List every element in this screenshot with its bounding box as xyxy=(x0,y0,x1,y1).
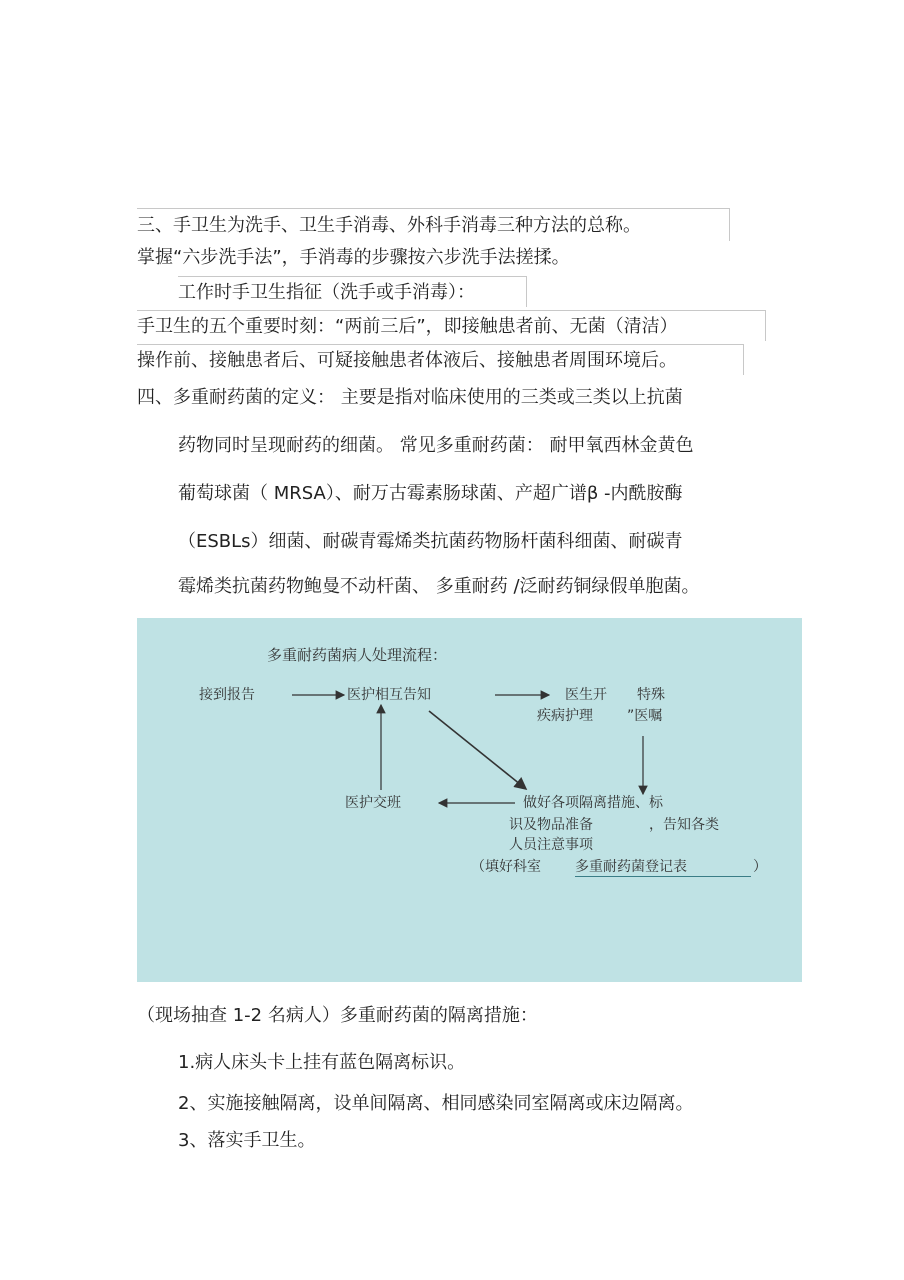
flowchart-title: 多重耐药菌病人处理流程： xyxy=(267,646,448,664)
node-special-line2: ”医嘱 xyxy=(627,708,663,724)
node-handover: 医护交班 xyxy=(345,795,401,811)
node-doctor-line1: 医生开 xyxy=(565,687,607,703)
node-doctor-line2: 疾病护理 xyxy=(537,708,593,724)
registration-form-link[interactable]: 多重耐药菌登记表 xyxy=(575,858,751,877)
node-receive-report: 接到报告 xyxy=(199,687,255,703)
flowchart-arrows xyxy=(137,618,802,982)
node-special-line1: 特殊 xyxy=(637,687,665,703)
node-isolation-line1: 做好各项隔离措施、标 xyxy=(523,795,663,811)
node-mutual-notify: 医护相互告知 xyxy=(347,687,431,703)
section3-line2: 掌握“六步洗手法”，手消毒的步骤按六步洗手法搓揉。 xyxy=(137,247,570,268)
section4-line5: 霉烯类抗菌药物鲍曼不动杆菌、 多重耐药 /泛耐药铜绿假单胞菌。 xyxy=(178,576,700,597)
section4-line3: 葡萄球菌（ MRSA）、耐万古霉素肠球菌、产超广谱β -内酰胺酶 xyxy=(178,483,683,504)
arrow-notify-to-isolation xyxy=(429,711,526,789)
section3-line5: 操作前、接触患者后、可疑接触患者体液后、接触患者周围环境后。 xyxy=(137,344,744,375)
section4-line2: 药物同时呈现耐药的细菌。 常见多重耐药菌： 耐甲氧西林金黄色 xyxy=(178,435,694,456)
measure-item-3: 3、落实手卫生。 xyxy=(178,1130,316,1151)
mdro-flowchart xyxy=(137,618,802,982)
node-isolation-line3: 人员注意事项 xyxy=(509,837,593,853)
node-fill-suffix: ） xyxy=(753,859,767,875)
measures-heading: （现场抽查 1-2 名病人）多重耐药菌的隔离措施： xyxy=(137,1005,538,1026)
section4-line1: 四、多重耐药菌的定义： 主要是指对临床使用的三类或三类以上抗菌 xyxy=(137,387,683,408)
node-isolation-line2: 识及物品准备 xyxy=(509,817,593,833)
section3-line3: 工作时手卫生指征（洗手或手消毒）： xyxy=(178,276,527,307)
section3-line1: 三、手卫生为洗手、卫生手消毒、外科手消毒三种方法的总称。 xyxy=(137,208,730,241)
section3-line4: 手卫生的五个重要时刻：“两前三后”，即接触患者前、无菌（清洁） xyxy=(137,310,766,341)
section4-line4: （ESBLs）细菌、耐碳青霉烯类抗菌药物肠杆菌科细菌、耐碳青 xyxy=(178,531,683,552)
measure-item-2: 2、实施接触隔离，设单间隔离、相同感染同室隔离或床边隔离。 xyxy=(178,1093,694,1114)
node-isolation-line2b: ，告知各类 xyxy=(649,817,719,833)
node-fill-prefix: （填好科室 xyxy=(471,859,541,875)
measure-item-1: 1.病人床头卡上挂有蓝色隔离标识。 xyxy=(178,1052,466,1073)
